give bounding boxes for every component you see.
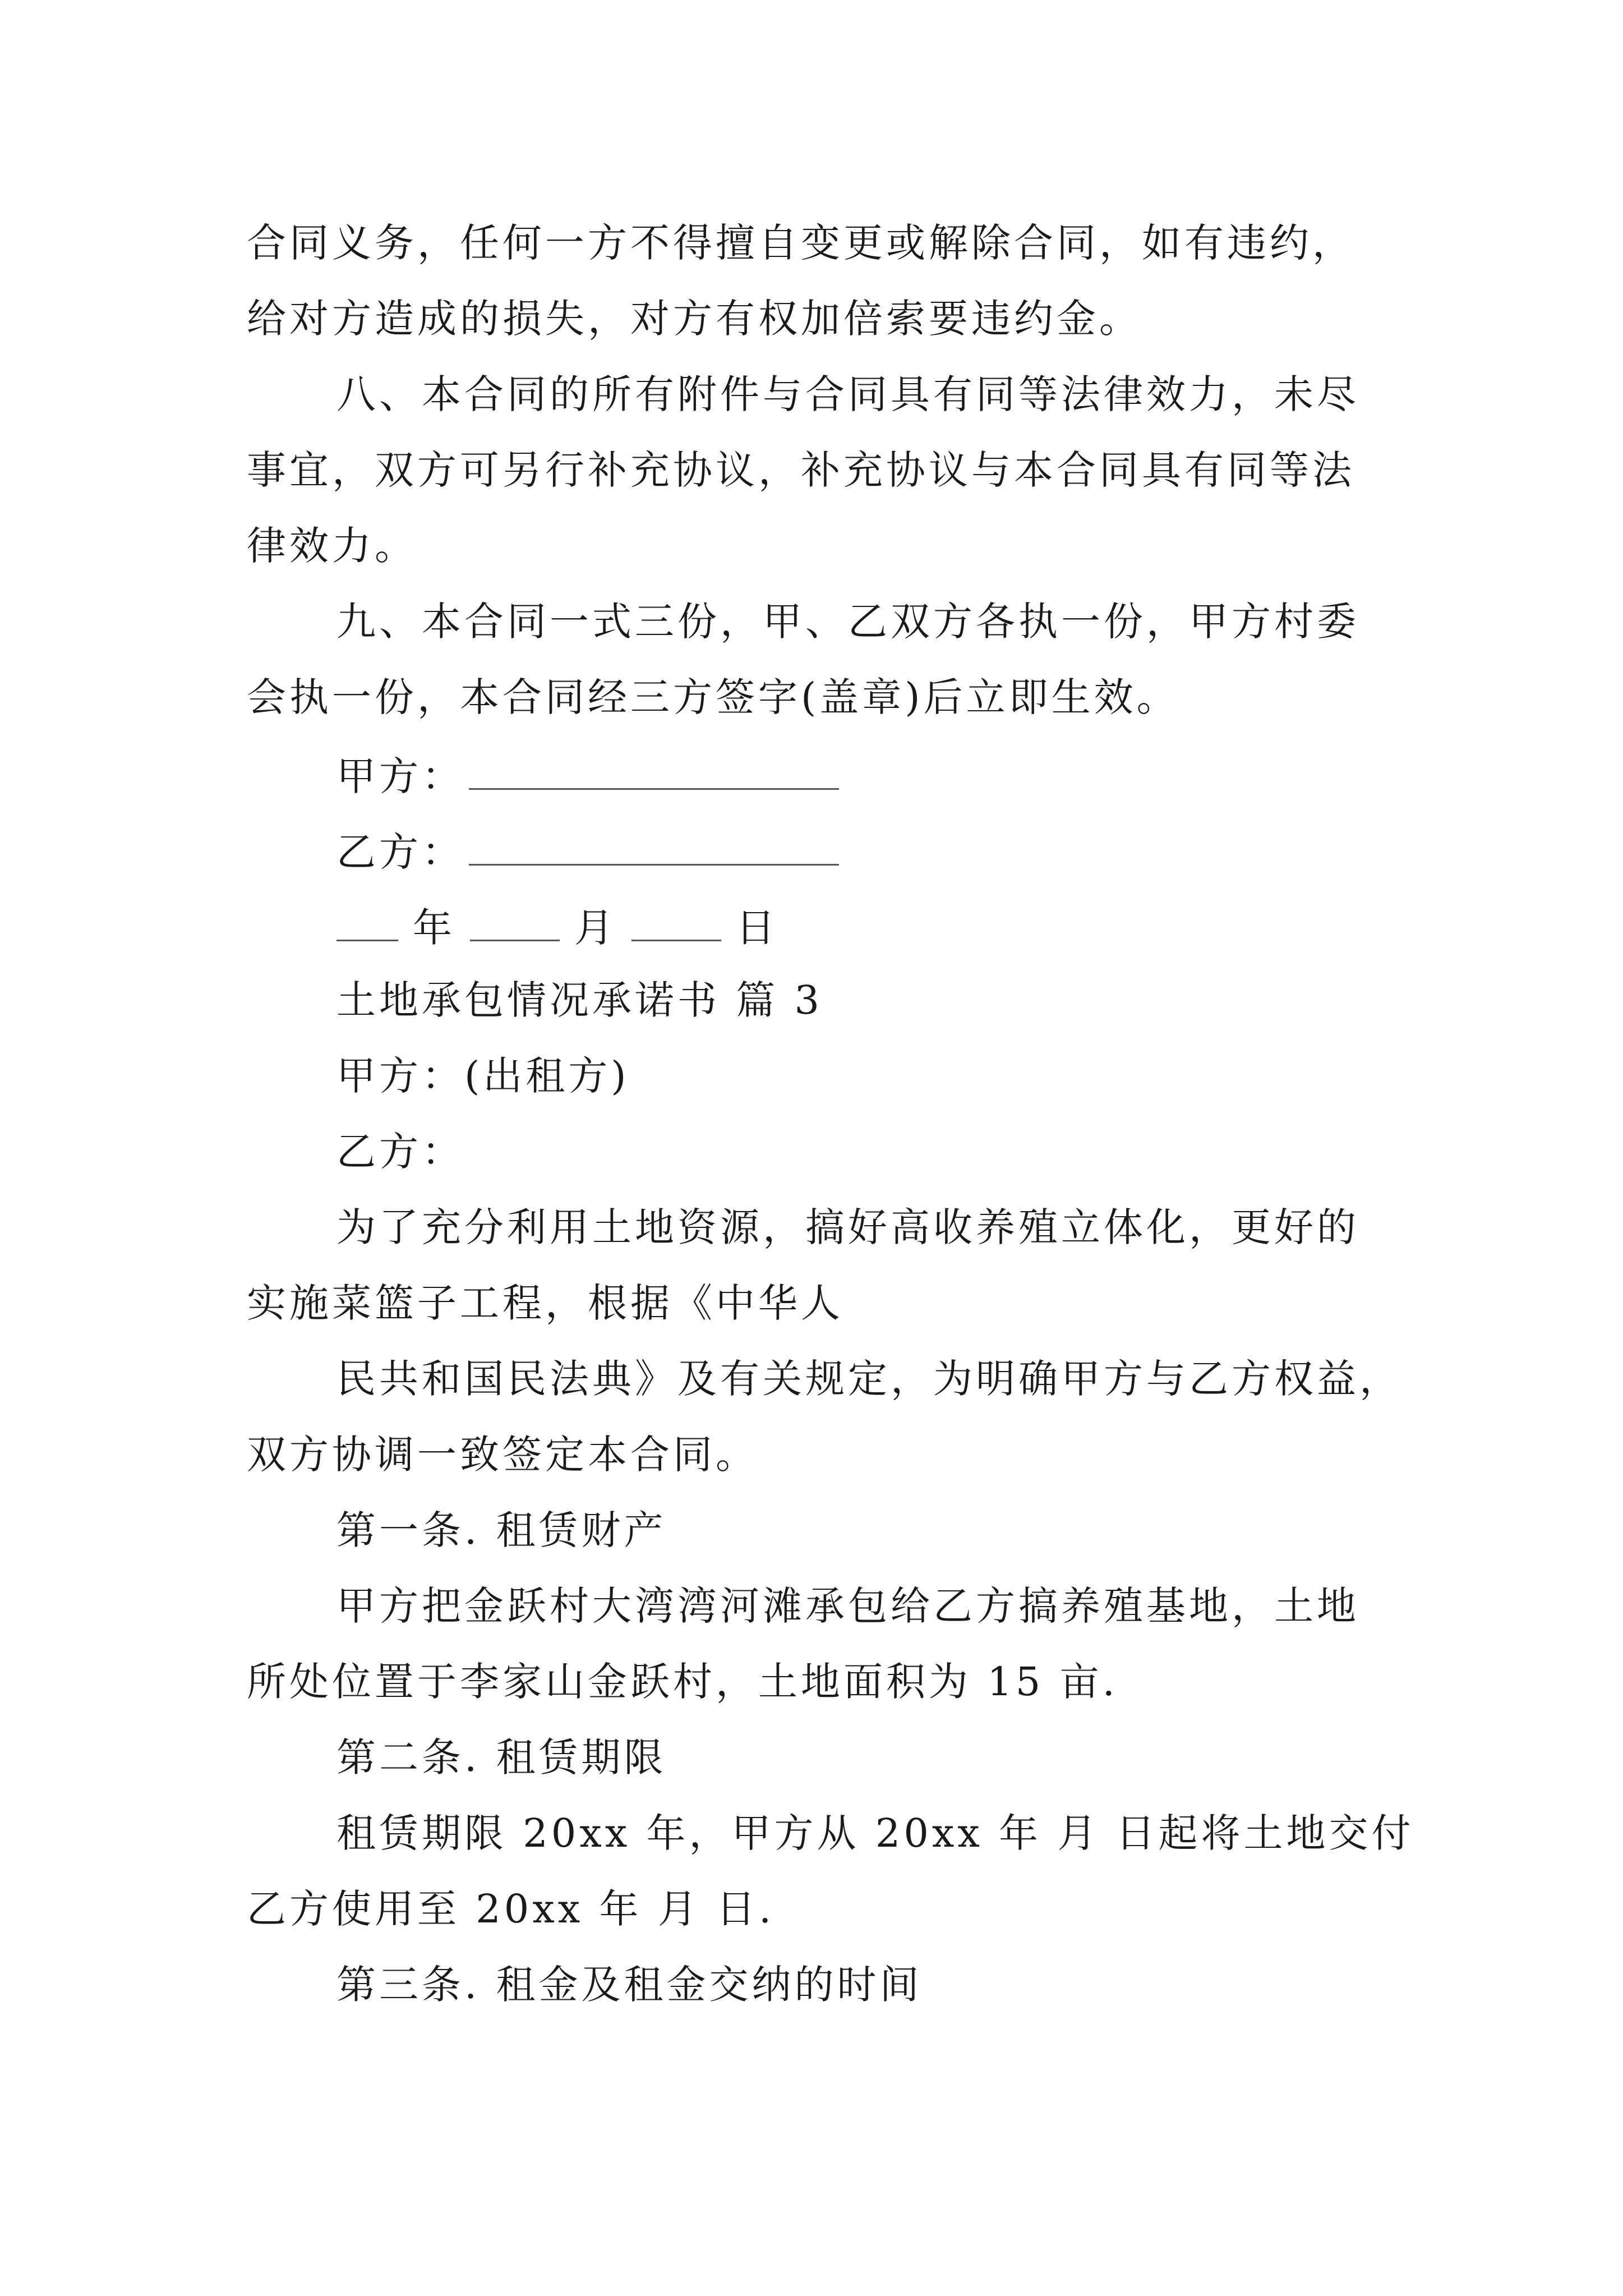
signature-blank	[469, 829, 839, 866]
party-b-line: 乙方：	[336, 1129, 464, 1175]
article-1-heading: 第一条. 租赁财产	[336, 1507, 667, 1553]
paragraph-line: 给对方造成的损失，对方有权加倍索要违约金。	[247, 296, 1142, 342]
paragraph-line: 事宜，双方可另行补充协议，补充协议与本合同具有同等法	[247, 447, 1355, 493]
date-line	[336, 905, 778, 951]
paragraph-line: 民共和国民法典》及有关规定，为明确甲方与乙方权益，	[336, 1356, 1402, 1402]
section-title: 土地承包情况承诺书 篇 3	[336, 977, 823, 1023]
clause-8-line: 八、本合同的所有附件与合同具有同等法律效力，未尽	[336, 371, 1359, 417]
signature-blank	[469, 753, 839, 790]
clause-9-line: 九、本合同一式三份，甲、乙双方各执一份，甲方村委	[336, 599, 1359, 645]
day-blank	[631, 905, 721, 941]
paragraph-line: 双方协调一致签定本合同。	[247, 1432, 758, 1478]
paragraph-line: 律效力。	[247, 523, 417, 569]
year-blank	[336, 905, 398, 941]
year-label: 年	[413, 905, 455, 951]
paragraph-line: 所处位置于李家山金跃村，土地面积为 15 亩.	[247, 1659, 1118, 1705]
signature-label: 甲方：	[336, 753, 464, 799]
paragraph-line: 甲方把金跃村大湾湾河滩承包给乙方搞养殖基地，土地	[336, 1583, 1359, 1629]
signature-label: 乙方：	[336, 829, 464, 875]
paragraph-line: 租赁期限 20xx 年，甲方从 20xx 年 月 日起将土地交付	[336, 1810, 1414, 1856]
paragraph-line: 合同义务，任何一方不得擅自变更或解除合同，如有违约，	[247, 220, 1355, 266]
party-a-line: 甲方：(出租方)	[336, 1053, 630, 1099]
signature-party-b	[336, 829, 839, 875]
paragraph-line: 会执一份，本合同经三方签字(盖章)后立即生效。	[247, 674, 1179, 720]
month-blank	[470, 905, 560, 941]
paragraph-line: 乙方使用至 20xx 年 月 日.	[247, 1886, 775, 1932]
month-label: 月	[574, 905, 617, 951]
article-3-heading: 第三条. 租金及租金交纳的时间	[336, 1962, 923, 2008]
signature-party-a	[336, 753, 839, 799]
article-2-heading: 第二条. 租赁期限	[336, 1734, 667, 1780]
day-label: 日	[736, 905, 778, 951]
paragraph-line: 实施菜篮子工程，根据《中华人	[247, 1280, 843, 1326]
paragraph-line: 为了充分利用土地资源，搞好高收养殖立体化，更好的	[336, 1204, 1359, 1250]
